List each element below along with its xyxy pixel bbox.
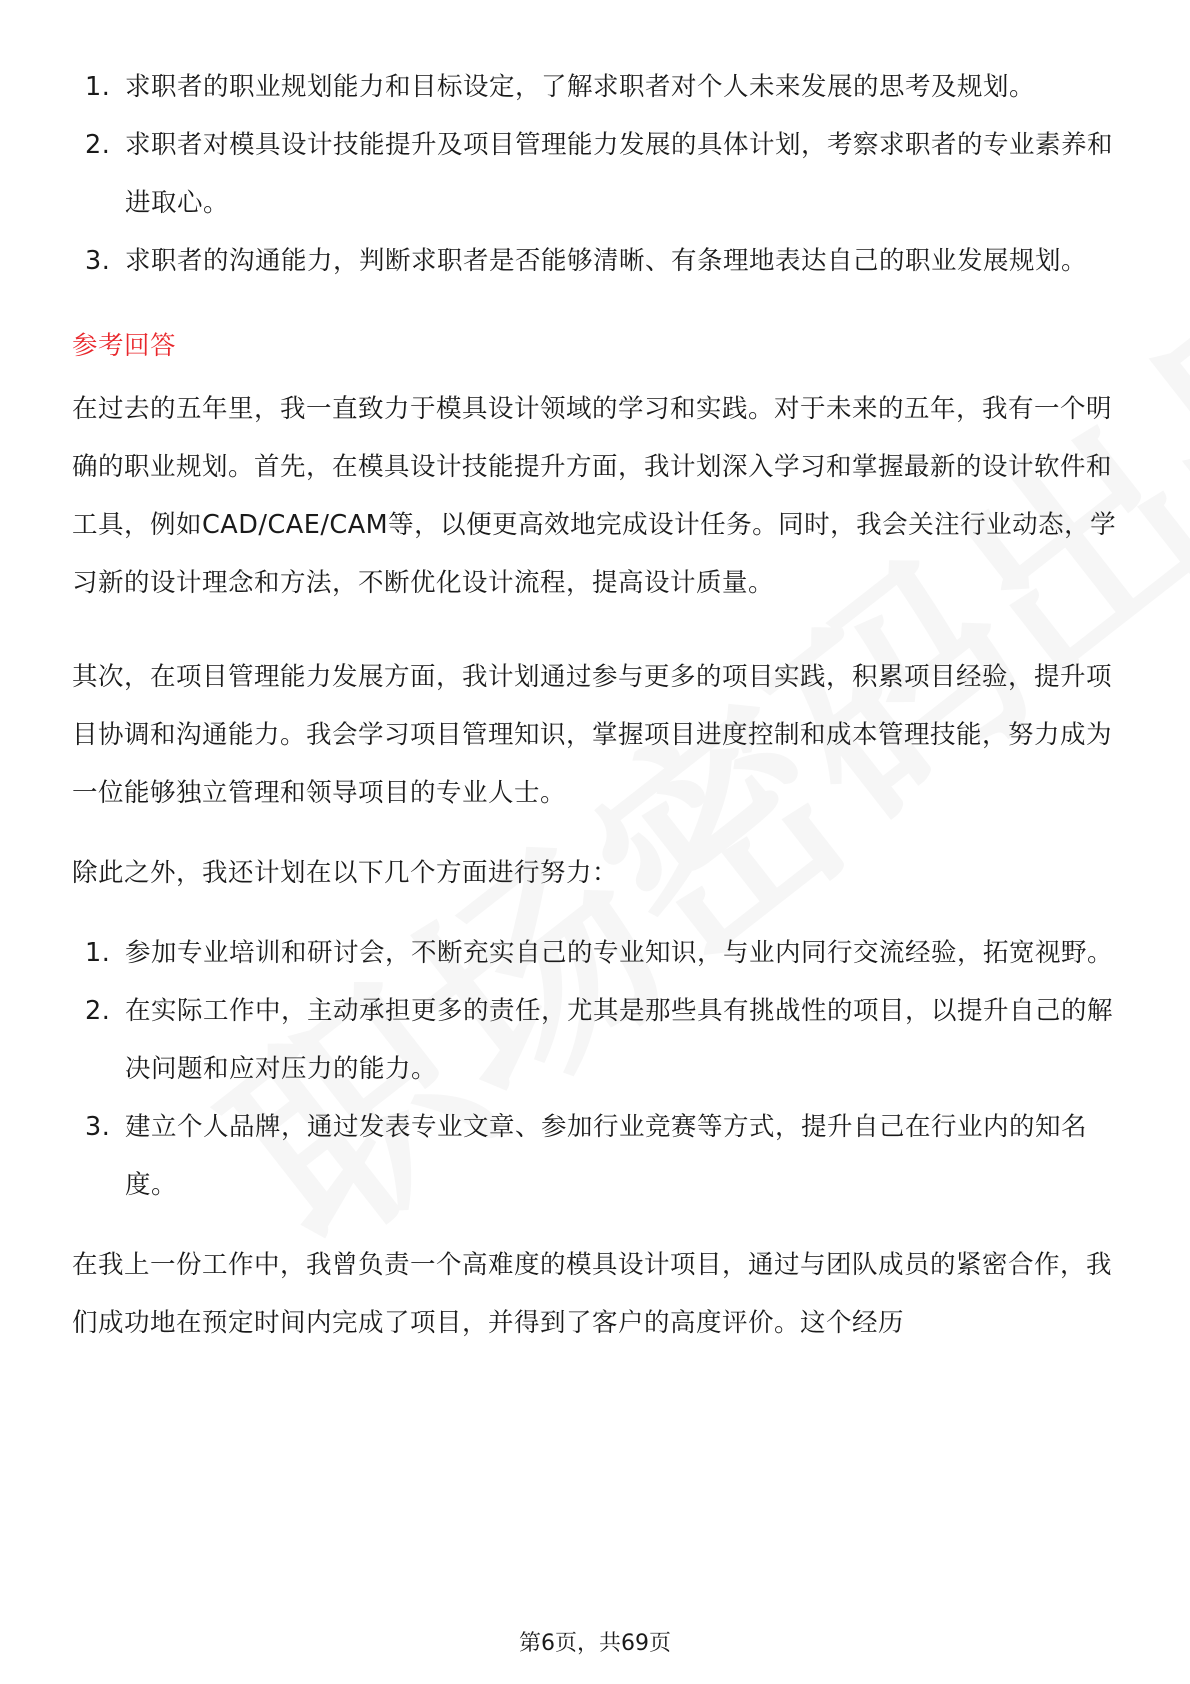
evaluation-points-list (72, 58, 1122, 290)
answer-paragraph: 在我上一份工作中，我曾负责一个高难度的模具设计项目，通过与团队成员的紧密合作，我们成功地在预定时间内完成了项目，并得到了客户的高度评价。这个经历 (72, 1250, 1113, 1338)
list-item-text: 建立个人品牌，通过发表专业文章、参加行业竞赛等方式，提升自己在行业内的知名度。 (125, 1112, 1088, 1200)
page-number-footer: 第6页，共69页 (519, 1631, 671, 1656)
list-item (72, 982, 1122, 1098)
answer-paragraph: 在过去的五年里，我一直致力于模具设计领域的学习和实践。对于未来的五年，我有一个明确的职业规划。首先，在模具设计技能提升方面，我计划深入学习和掌握最新的设计软件和工具，例如CAD/CAE/CAM等，以便更高效地完成设计任务。同时，我会关注行业动态，学习新的设计理念和方法，不断优化设计流程，提高设计质量。 (72, 394, 1117, 598)
list-number: 2. (85, 130, 111, 160)
effort-list (72, 924, 1122, 1214)
list-number: 2. (85, 996, 111, 1026)
list-item (72, 232, 1122, 290)
list-item-text: 求职者的职业规划能力和目标设定，了解求职者对个人未来发展的思考及规划。 (125, 72, 1036, 102)
list-item (72, 1098, 1122, 1214)
list-item-text: 求职者的沟通能力，判断求职者是否能够清晰、有条理地表达自己的职业发展规划。 (125, 246, 1088, 276)
answer-paragraph: 除此之外，我还计划在以下几个方面进行努力： (72, 858, 619, 888)
list-number: 3. (85, 1112, 111, 1142)
list-item (72, 116, 1122, 232)
list-number: 1. (85, 72, 111, 102)
list-item (72, 924, 1122, 982)
list-item-text: 参加专业培训和研讨会，不断充实自己的专业知识，与业内同行交流经验，拓宽视野。 (125, 938, 1114, 968)
list-number: 3. (85, 246, 111, 276)
list-number: 1. (85, 938, 111, 968)
answer-paragraph: 其次，在项目管理能力发展方面，我计划通过参与更多的项目实践，积累项目经验，提升项目协调和沟通能力。我会学习项目管理知识，掌握项目进度控制和成本管理技能，努力成为一位能够独立管理和领导项目的专业人士。 (72, 662, 1113, 808)
document-page (72, 58, 1122, 1352)
list-item (72, 58, 1122, 116)
reference-answer-heading: 参考回答 (72, 331, 177, 361)
list-item-text: 在实际工作中，主动承担更多的责任，尤其是那些具有挑战性的项目，以提升自己的解决问题和应对压力的能力。 (125, 996, 1114, 1084)
list-item-text: 求职者对模具设计技能提升及项目管理能力发展的具体计划，考察求职者的专业素养和进取心。 (125, 130, 1114, 218)
